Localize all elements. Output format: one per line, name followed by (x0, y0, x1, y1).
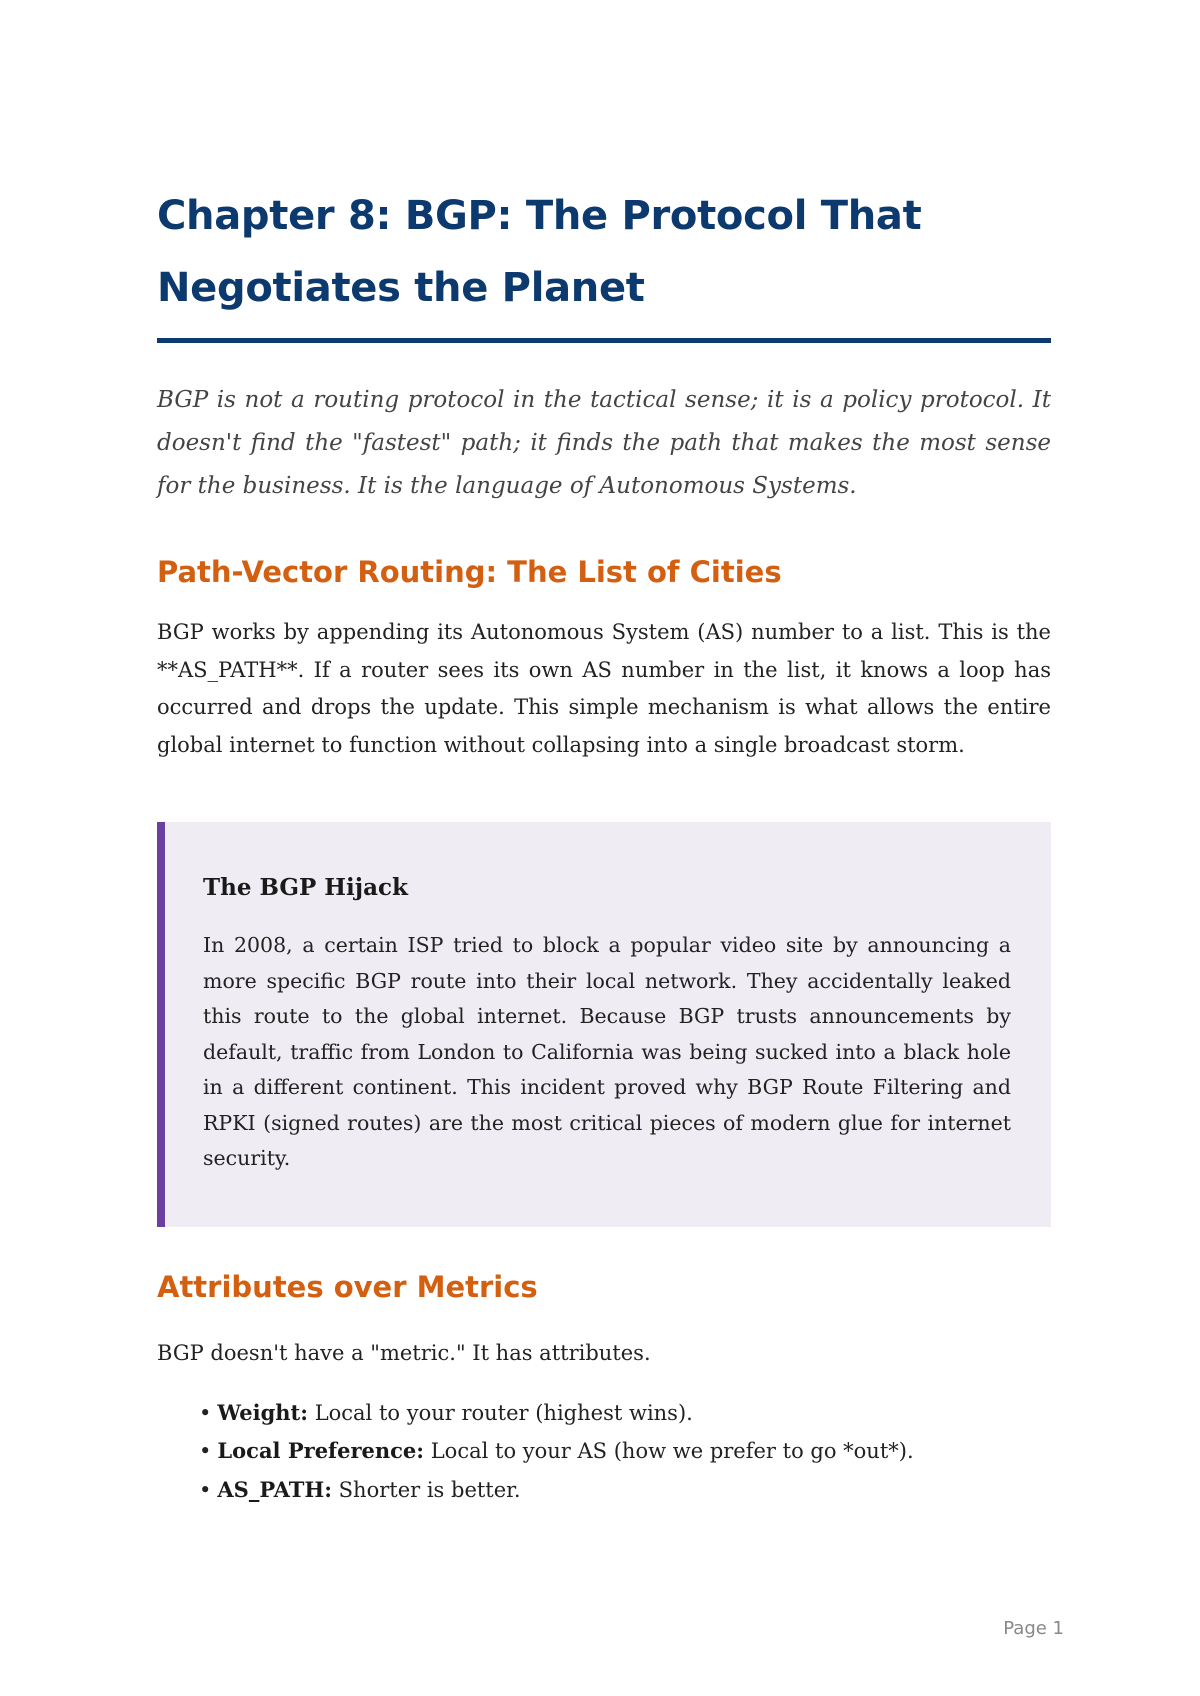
callout-box (157, 822, 1051, 1227)
bullet-icon: • (199, 1400, 212, 1425)
path-vector-paragraph: BGP works by appending its Autonomous System (AS) number to a list. This is the **AS_PATH**. If a router sees its own AS number in the list, it knows a loop has occurred and drops the update. This simple mechanism is what allows the entire global internet to function without collapsing into a single broadcast storm. (157, 620, 1051, 757)
attributes-list (157, 1394, 1051, 1510)
attribute-term: AS_PATH: (217, 1476, 332, 1502)
bullet-icon: • (199, 1439, 212, 1463)
chapter-title: Chapter 8: BGP: The Protocol That Negotiates the Planet (157, 180, 1051, 343)
section-heading-path-vector: Path-Vector Routing: The List of Cities (157, 555, 782, 589)
attribute-description: Local to your AS (how we prefer to go *out*). (424, 1439, 914, 1463)
list-item (199, 1432, 1051, 1471)
attribute-description: Shorter is better. (331, 1477, 521, 1502)
section-heading-attributes: Attributes over Metrics (157, 1269, 538, 1304)
document-page (157, 180, 1051, 1509)
callout-title: The BGP Hijack (203, 874, 408, 901)
attribute-term: Local Preference: (217, 1438, 425, 1463)
list-item (199, 1394, 1051, 1433)
attribute-description: Local to your router (highest wins). (308, 1400, 693, 1425)
page-number: Page 1 (1003, 1618, 1064, 1639)
attribute-term: Weight: (217, 1399, 309, 1425)
callout-text: In 2008, a certain ISP tried to block a popular video site by announcing a more specific BGP route into their local network. They accidentally leaked this route to the global internet. Because BGP trusts announcements by default, traffic from London to California was being sucked into a black hole in a different continent. This incident proved why BGP Route Filtering and RPKI (signed routes) are the most critical pieces of modern glue for internet security. (203, 933, 1011, 1170)
bullet-icon: • (199, 1477, 212, 1502)
attributes-paragraph: BGP doesn't have a "metric." It has attributes. (157, 1340, 651, 1365)
list-item (199, 1471, 1051, 1510)
intro-paragraph: BGP is not a routing protocol in the tactical sense; it is a policy protocol. It doesn't find the "fastest" path; it finds the path that makes the most sense for the business. It is the language of Autonomous Systems. (157, 387, 1051, 499)
